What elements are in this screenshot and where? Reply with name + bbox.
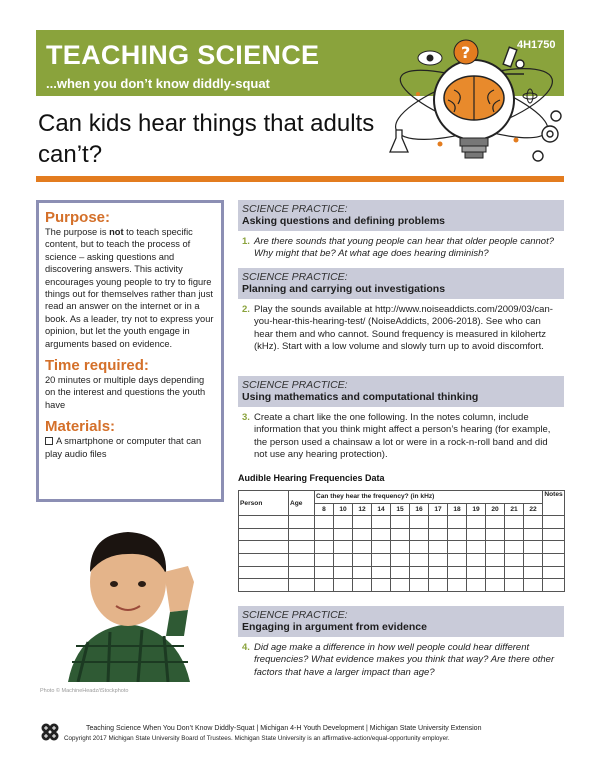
- table-cell: [239, 516, 289, 529]
- question-text: Play the sounds available at http://www.noiseaddicts.com/2009/03/can-you-hear-this-hearing-test/ (NoiseAddicts, 2006-2018). See who can hear them and who cannot. Sound frequency is measured in kilohertz (kHz). Start with a low volume and slowly turn up to avoid discomfort.: [254, 304, 553, 352]
- column-header-person: Person: [239, 491, 289, 516]
- table-cell: [448, 516, 467, 529]
- table-cell: [486, 566, 505, 579]
- table-cell: [391, 541, 410, 554]
- page-headline: Can kids hear things that adults can’t?: [38, 110, 375, 168]
- question-text: Create a chart like the one following. In the notes column, include information that you think might affect a person’s hearing (for example, the person used a chainsaw a lot or were in a rock-n-roll band and did not use any hearing protection).: [254, 412, 551, 460]
- purpose-text-emphasis: not: [109, 227, 124, 237]
- table-cell: [353, 528, 372, 541]
- table-cell: [543, 566, 565, 579]
- column-header-age: Age: [289, 491, 315, 516]
- table-cell: [524, 516, 543, 529]
- table-cell: [239, 566, 289, 579]
- banner-subtitle: ...when you don’t know diddly-squat: [46, 76, 270, 91]
- question-mark-icon: [454, 40, 478, 64]
- question-1: [242, 236, 562, 261]
- frequency-header-21: 21: [505, 503, 524, 516]
- table-cell: [448, 566, 467, 579]
- table-cell: [289, 541, 315, 554]
- table-cell: [448, 541, 467, 554]
- frequency-header-10: 10: [334, 503, 353, 516]
- science-practice-title: Using mathematics and computational thinking: [242, 391, 479, 403]
- table-row: [239, 553, 565, 566]
- table-cell: [505, 566, 524, 579]
- brain-icon: [444, 76, 504, 120]
- time-heading: Time required:: [45, 357, 149, 375]
- science-practice-2-bar: [238, 268, 564, 299]
- frequency-header-15: 15: [391, 503, 410, 516]
- frequency-header-17: 17: [429, 503, 448, 516]
- table-cell: [289, 579, 315, 592]
- table-cell: [334, 553, 353, 566]
- table-cell: [391, 516, 410, 529]
- table-cell: [505, 553, 524, 566]
- table-cell: [429, 553, 448, 566]
- table-cell: [486, 528, 505, 541]
- table-cell: [486, 541, 505, 554]
- table-cell: [372, 541, 391, 554]
- frequency-header-22: 22: [524, 503, 543, 516]
- table-cell: [334, 528, 353, 541]
- banner-title: TEACHING SCIENCE: [46, 40, 320, 70]
- question-text: Did age make a difference in how well people could hear different frequencies? What evidence makes you think that way? Are there other factors that have a larger impact than age?: [254, 642, 555, 678]
- table-cell: [239, 541, 289, 554]
- table-cell: [543, 553, 565, 566]
- table-cell: [524, 528, 543, 541]
- table-cell: [505, 541, 524, 554]
- materials-heading: Materials:: [45, 418, 116, 436]
- table-cell: [391, 566, 410, 579]
- table-title: Audible Hearing Frequencies Data: [238, 473, 385, 483]
- question-number: 2.: [242, 304, 250, 315]
- science-practice-label: SCIENCE PRACTICE:: [242, 271, 348, 283]
- table-cell: [429, 528, 448, 541]
- table-cell: [289, 566, 315, 579]
- table-cell: [410, 516, 429, 529]
- question-number: 3.: [242, 412, 250, 423]
- frequency-header-20: 20: [486, 503, 505, 516]
- table-cell: [486, 579, 505, 592]
- frequency-header-19: 19: [467, 503, 486, 516]
- table-cell: [467, 541, 486, 554]
- question-4: [242, 642, 562, 679]
- table-cell: [353, 566, 372, 579]
- table-cell: [505, 516, 524, 529]
- table-cell: [239, 579, 289, 592]
- table-cell: [334, 516, 353, 529]
- atom-icon: [523, 89, 537, 103]
- table-cell: [429, 541, 448, 554]
- table-cell: [448, 579, 467, 592]
- table-cell: [486, 553, 505, 566]
- frequency-header-16: 16: [410, 503, 429, 516]
- table-cell: [543, 528, 565, 541]
- table-cell: [372, 528, 391, 541]
- science-practice-3-bar: [238, 376, 564, 407]
- question-3: [242, 412, 562, 461]
- table-cell: [334, 579, 353, 592]
- table-row: [239, 528, 565, 541]
- table-cell: [315, 516, 334, 529]
- purpose-text-start: The purpose is: [45, 227, 110, 237]
- table-cell: [467, 516, 486, 529]
- science-practice-title: Engaging in argument from evidence: [242, 621, 427, 633]
- materials-item: [45, 435, 215, 460]
- frequency-header-14: 14: [372, 503, 391, 516]
- table-cell: [353, 553, 372, 566]
- table-cell: [543, 579, 565, 592]
- table-cell: [410, 528, 429, 541]
- question-2: [242, 304, 562, 353]
- science-practice-label: SCIENCE PRACTICE:: [242, 379, 348, 391]
- table-cell: [543, 516, 565, 529]
- time-text: 20 minutes or multiple days depending on the interest and questions the youth have: [45, 375, 206, 410]
- table-cell: [391, 528, 410, 541]
- table-cell: [467, 579, 486, 592]
- eye-icon: [418, 51, 442, 65]
- table-cell: [467, 566, 486, 579]
- info-box: [36, 200, 224, 502]
- science-practice-label: SCIENCE PRACTICE:: [242, 609, 348, 621]
- table-cell: [429, 566, 448, 579]
- science-practice-4-bar: [238, 606, 564, 637]
- svg-text:?: ?: [461, 43, 471, 62]
- table-cell: [410, 566, 429, 579]
- table-cell: [505, 579, 524, 592]
- table-cell: [467, 553, 486, 566]
- gear-icon: [533, 111, 561, 161]
- table-cell: [315, 579, 334, 592]
- purpose-heading: Purpose:: [45, 209, 111, 226]
- frequency-header-18: 18: [448, 503, 467, 516]
- child-listening-photo: [38, 512, 218, 682]
- table-cell: [289, 516, 315, 529]
- 4h-clover-logo: [40, 722, 60, 742]
- table-cell: [315, 528, 334, 541]
- table-cell: [353, 516, 372, 529]
- table-cell: [543, 541, 565, 554]
- science-practice-1-bar: [238, 200, 564, 231]
- table-cell: [410, 579, 429, 592]
- table-cell: [315, 566, 334, 579]
- table-cell: [315, 553, 334, 566]
- materials-item-text: A smartphone or computer that can play audio files: [45, 436, 202, 459]
- question-number: 4.: [242, 642, 250, 653]
- table-cell: [429, 516, 448, 529]
- table-cell: [391, 553, 410, 566]
- brain-lightbulb-illustration: [378, 34, 568, 186]
- science-practice-title: Asking questions and defining problems: [242, 215, 446, 227]
- table-cell: [289, 553, 315, 566]
- photo-credit: Photo © MachineHeadz/iStockphoto: [40, 688, 129, 694]
- question-text: Are there sounds that young people can hear that older people cannot? Why might that be? At what age does hearing diminish?: [254, 236, 554, 260]
- table-cell: [524, 579, 543, 592]
- table-cell: [239, 553, 289, 566]
- table-cell: [524, 553, 543, 566]
- table-cell: [315, 541, 334, 554]
- column-header-frequency: Can they hear the frequency? (in kHz): [315, 491, 543, 504]
- table-row: [239, 579, 565, 592]
- table-cell: [372, 566, 391, 579]
- table-cell: [486, 516, 505, 529]
- science-practice-title: Planning and carrying out investigations: [242, 283, 446, 295]
- table-cell: [334, 566, 353, 579]
- table-cell: [334, 541, 353, 554]
- table-cell: [448, 553, 467, 566]
- purpose-text-rest: to teach specific content, but to teach the process of science – asking questions and discovering answers. This activity encourages young people to try to figure things out for themselves rather than just read an answer on the internet or in a book. As a leader, try not to express your opinion, but let the youth engage in arguments based on evidence.: [45, 227, 214, 349]
- table-row: [239, 566, 565, 579]
- table-cell: [239, 528, 289, 541]
- table-cell: [448, 528, 467, 541]
- flask-icon: [390, 130, 408, 152]
- question-number: 1.: [242, 236, 250, 247]
- frequency-data-table: [238, 490, 565, 592]
- table-cell: [372, 553, 391, 566]
- table-cell: [410, 553, 429, 566]
- table-cell: [524, 566, 543, 579]
- header-banner: [36, 30, 436, 96]
- footer-credits: Teaching Science When You Don’t Know Diddly-Squat | Michigan 4-H Youth Development | Michigan State University Extension: [86, 725, 482, 732]
- table-cell: [372, 516, 391, 529]
- table-cell: [353, 541, 372, 554]
- science-practice-label: SCIENCE PRACTICE:: [242, 203, 348, 215]
- purpose-text: [45, 226, 215, 350]
- table-row: [239, 541, 565, 554]
- table-cell: [505, 528, 524, 541]
- checkbox-icon: [45, 437, 53, 445]
- footer-copyright: Copyright 2017 Michigan State University Board of Trustees. Michigan State University is an affirmative-action/equal-opportunity employer.: [64, 735, 450, 742]
- table-header-row: [239, 491, 565, 504]
- table-row: [239, 516, 565, 529]
- table-cell: [391, 579, 410, 592]
- frequency-header-8: 8: [315, 503, 334, 516]
- table-cell: [289, 528, 315, 541]
- table-cell: [467, 528, 486, 541]
- column-header-notes: Notes: [543, 491, 565, 516]
- table-cell: [429, 579, 448, 592]
- publication-code: 4H1750: [517, 39, 556, 51]
- table-cell: [372, 579, 391, 592]
- table-cell: [410, 541, 429, 554]
- frequency-header-12: 12: [353, 503, 372, 516]
- orange-divider: [36, 176, 564, 182]
- table-cell: [524, 541, 543, 554]
- table-cell: [353, 579, 372, 592]
